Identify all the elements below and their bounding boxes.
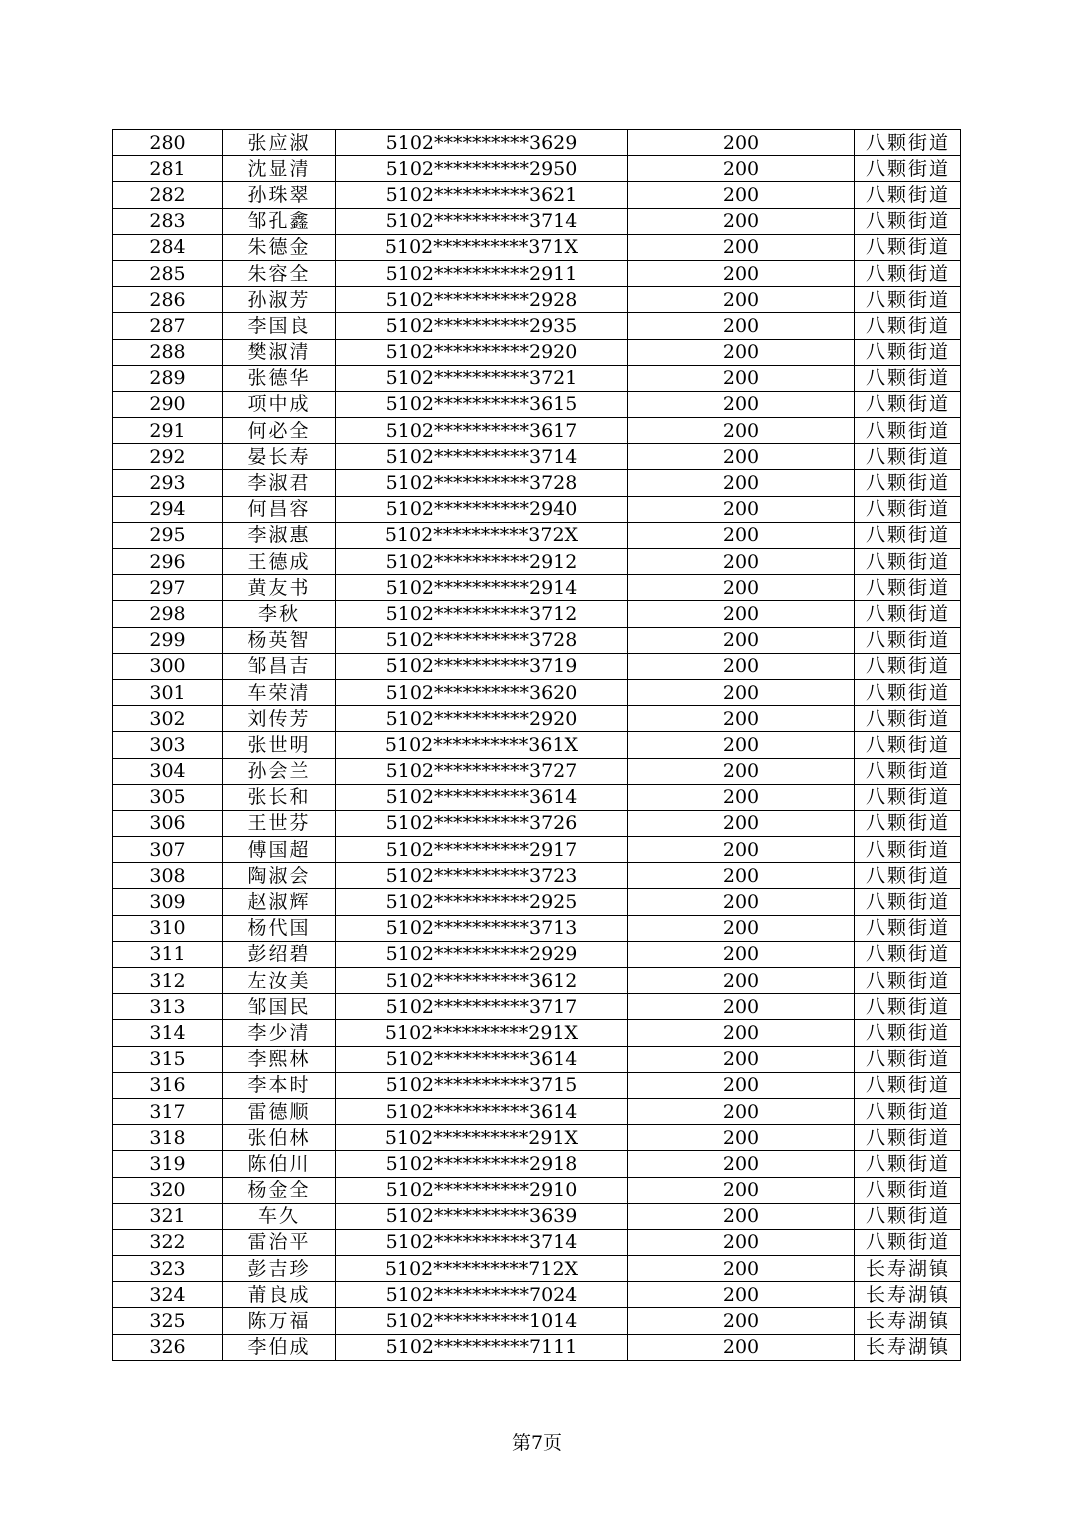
row-number-cell: 301	[113, 679, 223, 705]
id-number-cell: 5102**********291X	[336, 1125, 628, 1151]
amount-cell: 200	[628, 784, 855, 810]
area-cell: 八颗街道	[855, 470, 961, 496]
area-cell: 八颗街道	[855, 758, 961, 784]
row-number-cell: 315	[113, 1046, 223, 1072]
name-cell: 项中成	[223, 391, 336, 417]
amount-cell: 200	[628, 418, 855, 444]
area-cell: 长寿湖镇	[855, 1334, 961, 1360]
area-cell: 长寿湖镇	[855, 1308, 961, 1334]
table-row	[113, 1282, 961, 1308]
id-number-cell: 5102**********3639	[336, 1203, 628, 1229]
row-number-cell: 306	[113, 810, 223, 836]
area-cell: 八颗街道	[855, 208, 961, 234]
name-cell: 张德华	[223, 365, 336, 391]
area-cell: 八颗街道	[855, 653, 961, 679]
table-row	[113, 1256, 961, 1282]
amount-cell: 200	[628, 496, 855, 522]
name-cell: 王德成	[223, 549, 336, 575]
row-number-cell: 308	[113, 863, 223, 889]
area-cell: 八颗街道	[855, 156, 961, 182]
id-number-cell: 5102**********2911	[336, 260, 628, 286]
recipient-table-body	[113, 130, 961, 1361]
area-cell: 八颗街道	[855, 339, 961, 365]
row-number-cell: 307	[113, 837, 223, 863]
name-cell: 傅国超	[223, 837, 336, 863]
table-row	[113, 365, 961, 391]
row-number-cell: 313	[113, 994, 223, 1020]
id-number-cell: 5102**********7024	[336, 1282, 628, 1308]
id-number-cell: 5102**********3717	[336, 994, 628, 1020]
id-number-cell: 5102**********1014	[336, 1308, 628, 1334]
id-number-cell: 5102**********291X	[336, 1020, 628, 1046]
amount-cell: 200	[628, 679, 855, 705]
amount-cell: 200	[628, 365, 855, 391]
id-number-cell: 5102**********3714	[336, 444, 628, 470]
row-number-cell: 286	[113, 287, 223, 313]
area-cell: 八颗街道	[855, 1046, 961, 1072]
row-number-cell: 326	[113, 1334, 223, 1360]
name-cell: 雷治平	[223, 1229, 336, 1255]
id-number-cell: 5102**********7111	[336, 1334, 628, 1360]
amount-cell: 200	[628, 260, 855, 286]
amount-cell: 200	[628, 994, 855, 1020]
recipient-table	[112, 129, 961, 1361]
row-number-cell: 309	[113, 889, 223, 915]
id-number-cell: 5102**********2929	[336, 941, 628, 967]
name-cell: 邹国民	[223, 994, 336, 1020]
table-row	[113, 1203, 961, 1229]
table-row	[113, 444, 961, 470]
amount-cell: 200	[628, 601, 855, 627]
name-cell: 张应淑	[223, 130, 336, 156]
area-cell: 八颗街道	[855, 941, 961, 967]
amount-cell: 200	[628, 732, 855, 758]
table-row	[113, 234, 961, 260]
table-row	[113, 889, 961, 915]
area-cell: 八颗街道	[855, 679, 961, 705]
id-number-cell: 5102**********3614	[336, 1098, 628, 1124]
amount-cell: 200	[628, 1046, 855, 1072]
name-cell: 李少清	[223, 1020, 336, 1046]
id-number-cell: 5102**********2940	[336, 496, 628, 522]
area-cell: 八颗街道	[855, 784, 961, 810]
name-cell: 陈伯川	[223, 1151, 336, 1177]
id-number-cell: 5102**********3621	[336, 182, 628, 208]
row-number-cell: 285	[113, 260, 223, 286]
id-number-cell: 5102**********3728	[336, 470, 628, 496]
row-number-cell: 303	[113, 732, 223, 758]
table-row	[113, 1334, 961, 1360]
table-row	[113, 549, 961, 575]
row-number-cell: 320	[113, 1177, 223, 1203]
area-cell: 八颗街道	[855, 1203, 961, 1229]
row-number-cell: 302	[113, 706, 223, 732]
area-cell: 八颗街道	[855, 627, 961, 653]
area-cell: 八颗街道	[855, 706, 961, 732]
amount-cell: 200	[628, 1229, 855, 1255]
amount-cell: 200	[628, 1125, 855, 1151]
id-number-cell: 5102**********2920	[336, 339, 628, 365]
area-cell: 八颗街道	[855, 968, 961, 994]
row-number-cell: 312	[113, 968, 223, 994]
name-cell: 张伯林	[223, 1125, 336, 1151]
id-number-cell: 5102**********2912	[336, 549, 628, 575]
id-number-cell: 5102**********3727	[336, 758, 628, 784]
name-cell: 张长和	[223, 784, 336, 810]
table-row	[113, 1046, 961, 1072]
name-cell: 邹昌吉	[223, 653, 336, 679]
area-cell: 八颗街道	[855, 313, 961, 339]
area-cell: 八颗街道	[855, 496, 961, 522]
id-number-cell: 5102**********3726	[336, 810, 628, 836]
row-number-cell: 311	[113, 941, 223, 967]
table-row	[113, 1098, 961, 1124]
table-row	[113, 706, 961, 732]
name-cell: 车荣清	[223, 679, 336, 705]
area-cell: 八颗街道	[855, 1125, 961, 1151]
area-cell: 八颗街道	[855, 182, 961, 208]
id-number-cell: 5102**********712X	[336, 1256, 628, 1282]
area-cell: 八颗街道	[855, 130, 961, 156]
id-number-cell: 5102**********3612	[336, 968, 628, 994]
amount-cell: 200	[628, 313, 855, 339]
amount-cell: 200	[628, 758, 855, 784]
table-row	[113, 1177, 961, 1203]
id-number-cell: 5102**********3715	[336, 1072, 628, 1098]
table-row	[113, 470, 961, 496]
id-number-cell: 5102**********2914	[336, 575, 628, 601]
id-number-cell: 5102**********2918	[336, 1151, 628, 1177]
amount-cell: 200	[628, 837, 855, 863]
amount-cell: 200	[628, 915, 855, 941]
area-cell: 八颗街道	[855, 260, 961, 286]
id-number-cell: 5102**********3614	[336, 784, 628, 810]
row-number-cell: 298	[113, 601, 223, 627]
area-cell: 八颗街道	[855, 1072, 961, 1098]
id-number-cell: 5102**********361X	[336, 732, 628, 758]
row-number-cell: 314	[113, 1020, 223, 1046]
name-cell: 雷德顺	[223, 1098, 336, 1124]
id-number-cell: 5102**********3712	[336, 601, 628, 627]
table-row	[113, 208, 961, 234]
area-cell: 八颗街道	[855, 549, 961, 575]
table-row	[113, 575, 961, 601]
amount-cell: 200	[628, 522, 855, 548]
table-row	[113, 1072, 961, 1098]
row-number-cell: 280	[113, 130, 223, 156]
name-cell: 李国良	[223, 313, 336, 339]
amount-cell: 200	[628, 889, 855, 915]
table-row	[113, 758, 961, 784]
row-number-cell: 317	[113, 1098, 223, 1124]
name-cell: 李本时	[223, 1072, 336, 1098]
amount-cell: 200	[628, 444, 855, 470]
area-cell: 八颗街道	[855, 1098, 961, 1124]
area-cell: 八颗街道	[855, 1151, 961, 1177]
row-number-cell: 294	[113, 496, 223, 522]
table-row	[113, 1229, 961, 1255]
name-cell: 杨英智	[223, 627, 336, 653]
table-row	[113, 601, 961, 627]
area-cell: 八颗街道	[855, 1177, 961, 1203]
area-cell: 八颗街道	[855, 863, 961, 889]
id-number-cell: 5102**********2917	[336, 837, 628, 863]
name-cell: 张世明	[223, 732, 336, 758]
id-number-cell: 5102**********3728	[336, 627, 628, 653]
table-row	[113, 968, 961, 994]
row-number-cell: 292	[113, 444, 223, 470]
id-number-cell: 5102**********371X	[336, 234, 628, 260]
area-cell: 八颗街道	[855, 732, 961, 758]
row-number-cell: 322	[113, 1229, 223, 1255]
table-row	[113, 837, 961, 863]
name-cell: 杨代国	[223, 915, 336, 941]
amount-cell: 200	[628, 1334, 855, 1360]
area-cell: 长寿湖镇	[855, 1256, 961, 1282]
area-cell: 八颗街道	[855, 391, 961, 417]
amount-cell: 200	[628, 1256, 855, 1282]
id-number-cell: 5102**********3714	[336, 1229, 628, 1255]
amount-cell: 200	[628, 575, 855, 601]
row-number-cell: 318	[113, 1125, 223, 1151]
name-cell: 李熙林	[223, 1046, 336, 1072]
table-row	[113, 287, 961, 313]
table-row	[113, 496, 961, 522]
row-number-cell: 304	[113, 758, 223, 784]
table-row	[113, 994, 961, 1020]
amount-cell: 200	[628, 941, 855, 967]
area-cell: 长寿湖镇	[855, 1282, 961, 1308]
table-row	[113, 627, 961, 653]
name-cell: 车久	[223, 1203, 336, 1229]
table-row	[113, 732, 961, 758]
id-number-cell: 5102**********2950	[336, 156, 628, 182]
amount-cell: 200	[628, 1151, 855, 1177]
name-cell: 黄友书	[223, 575, 336, 601]
amount-cell: 200	[628, 182, 855, 208]
table-row	[113, 339, 961, 365]
row-number-cell: 319	[113, 1151, 223, 1177]
row-number-cell: 299	[113, 627, 223, 653]
name-cell: 陶淑会	[223, 863, 336, 889]
amount-cell: 200	[628, 863, 855, 889]
row-number-cell: 284	[113, 234, 223, 260]
table-row	[113, 1125, 961, 1151]
row-number-cell: 281	[113, 156, 223, 182]
id-number-cell: 5102**********3719	[336, 653, 628, 679]
area-cell: 八颗街道	[855, 810, 961, 836]
area-cell: 八颗街道	[855, 234, 961, 260]
table-row	[113, 784, 961, 810]
row-number-cell: 316	[113, 1072, 223, 1098]
amount-cell: 200	[628, 627, 855, 653]
table-row	[113, 810, 961, 836]
amount-cell: 200	[628, 1203, 855, 1229]
area-cell: 八颗街道	[855, 994, 961, 1020]
table-row	[113, 260, 961, 286]
name-cell: 朱容全	[223, 260, 336, 286]
id-number-cell: 5102**********3614	[336, 1046, 628, 1072]
id-number-cell: 5102**********3713	[336, 915, 628, 941]
name-cell: 朱德金	[223, 234, 336, 260]
row-number-cell: 297	[113, 575, 223, 601]
area-cell: 八颗街道	[855, 601, 961, 627]
amount-cell: 200	[628, 391, 855, 417]
amount-cell: 200	[628, 1020, 855, 1046]
table-row	[113, 418, 961, 444]
name-cell: 王世芬	[223, 810, 336, 836]
row-number-cell: 283	[113, 208, 223, 234]
name-cell: 刘传芳	[223, 706, 336, 732]
area-cell: 八颗街道	[855, 837, 961, 863]
area-cell: 八颗街道	[855, 418, 961, 444]
name-cell: 李伯成	[223, 1334, 336, 1360]
area-cell: 八颗街道	[855, 889, 961, 915]
name-cell: 沈显清	[223, 156, 336, 182]
name-cell: 孙会兰	[223, 758, 336, 784]
amount-cell: 200	[628, 1308, 855, 1334]
amount-cell: 200	[628, 156, 855, 182]
row-number-cell: 310	[113, 915, 223, 941]
id-number-cell: 5102**********3620	[336, 679, 628, 705]
amount-cell: 200	[628, 810, 855, 836]
table-row	[113, 941, 961, 967]
row-number-cell: 324	[113, 1282, 223, 1308]
area-cell: 八颗街道	[855, 522, 961, 548]
id-number-cell: 5102**********2920	[336, 706, 628, 732]
row-number-cell: 288	[113, 339, 223, 365]
name-cell: 杨金全	[223, 1177, 336, 1203]
area-cell: 八颗街道	[855, 1020, 961, 1046]
amount-cell: 200	[628, 339, 855, 365]
amount-cell: 200	[628, 653, 855, 679]
row-number-cell: 289	[113, 365, 223, 391]
name-cell: 李秋	[223, 601, 336, 627]
table-row	[113, 1308, 961, 1334]
amount-cell: 200	[628, 287, 855, 313]
name-cell: 赵淑辉	[223, 889, 336, 915]
name-cell: 彭吉珍	[223, 1256, 336, 1282]
row-number-cell: 325	[113, 1308, 223, 1334]
name-cell: 李淑惠	[223, 522, 336, 548]
id-number-cell: 5102**********3723	[336, 863, 628, 889]
name-cell: 何昌容	[223, 496, 336, 522]
name-cell: 左汝美	[223, 968, 336, 994]
row-number-cell: 295	[113, 522, 223, 548]
amount-cell: 200	[628, 208, 855, 234]
id-number-cell: 5102**********3615	[336, 391, 628, 417]
amount-cell: 200	[628, 1072, 855, 1098]
name-cell: 孙淑芳	[223, 287, 336, 313]
area-cell: 八颗街道	[855, 575, 961, 601]
table-row	[113, 182, 961, 208]
amount-cell: 200	[628, 549, 855, 575]
row-number-cell: 305	[113, 784, 223, 810]
table-row	[113, 653, 961, 679]
id-number-cell: 5102**********2925	[336, 889, 628, 915]
table-row	[113, 863, 961, 889]
page-number: 第7页	[511, 1432, 563, 1454]
name-cell: 李淑君	[223, 470, 336, 496]
amount-cell: 200	[628, 1098, 855, 1124]
row-number-cell: 300	[113, 653, 223, 679]
row-number-cell: 287	[113, 313, 223, 339]
row-number-cell: 296	[113, 549, 223, 575]
amount-cell: 200	[628, 1177, 855, 1203]
amount-cell: 200	[628, 968, 855, 994]
amount-cell: 200	[628, 234, 855, 260]
table-row	[113, 391, 961, 417]
id-number-cell: 5102**********2935	[336, 313, 628, 339]
table-row	[113, 130, 961, 156]
name-cell: 晏长寿	[223, 444, 336, 470]
table-row	[113, 522, 961, 548]
table-row	[113, 1020, 961, 1046]
row-number-cell: 290	[113, 391, 223, 417]
area-cell: 八颗街道	[855, 287, 961, 313]
row-number-cell: 291	[113, 418, 223, 444]
row-number-cell: 293	[113, 470, 223, 496]
table-row	[113, 915, 961, 941]
name-cell: 樊淑清	[223, 339, 336, 365]
row-number-cell: 321	[113, 1203, 223, 1229]
area-cell: 八颗街道	[855, 365, 961, 391]
name-cell: 孙珠翠	[223, 182, 336, 208]
area-cell: 八颗街道	[855, 1229, 961, 1255]
name-cell: 何必全	[223, 418, 336, 444]
name-cell: 莆良成	[223, 1282, 336, 1308]
id-number-cell: 5102**********3714	[336, 208, 628, 234]
table-row	[113, 313, 961, 339]
area-cell: 八颗街道	[855, 444, 961, 470]
area-cell: 八颗街道	[855, 915, 961, 941]
amount-cell: 200	[628, 706, 855, 732]
id-number-cell: 5102**********2928	[336, 287, 628, 313]
table-row	[113, 679, 961, 705]
table-row	[113, 1151, 961, 1177]
row-number-cell: 323	[113, 1256, 223, 1282]
id-number-cell: 5102**********2910	[336, 1177, 628, 1203]
id-number-cell: 5102**********372X	[336, 522, 628, 548]
name-cell: 彭绍碧	[223, 941, 336, 967]
row-number-cell: 282	[113, 182, 223, 208]
id-number-cell: 5102**********3629	[336, 130, 628, 156]
table-row	[113, 156, 961, 182]
name-cell: 邹孔鑫	[223, 208, 336, 234]
name-cell: 陈万福	[223, 1308, 336, 1334]
amount-cell: 200	[628, 1282, 855, 1308]
id-number-cell: 5102**********3617	[336, 418, 628, 444]
id-number-cell: 5102**********3721	[336, 365, 628, 391]
amount-cell: 200	[628, 470, 855, 496]
amount-cell: 200	[628, 130, 855, 156]
